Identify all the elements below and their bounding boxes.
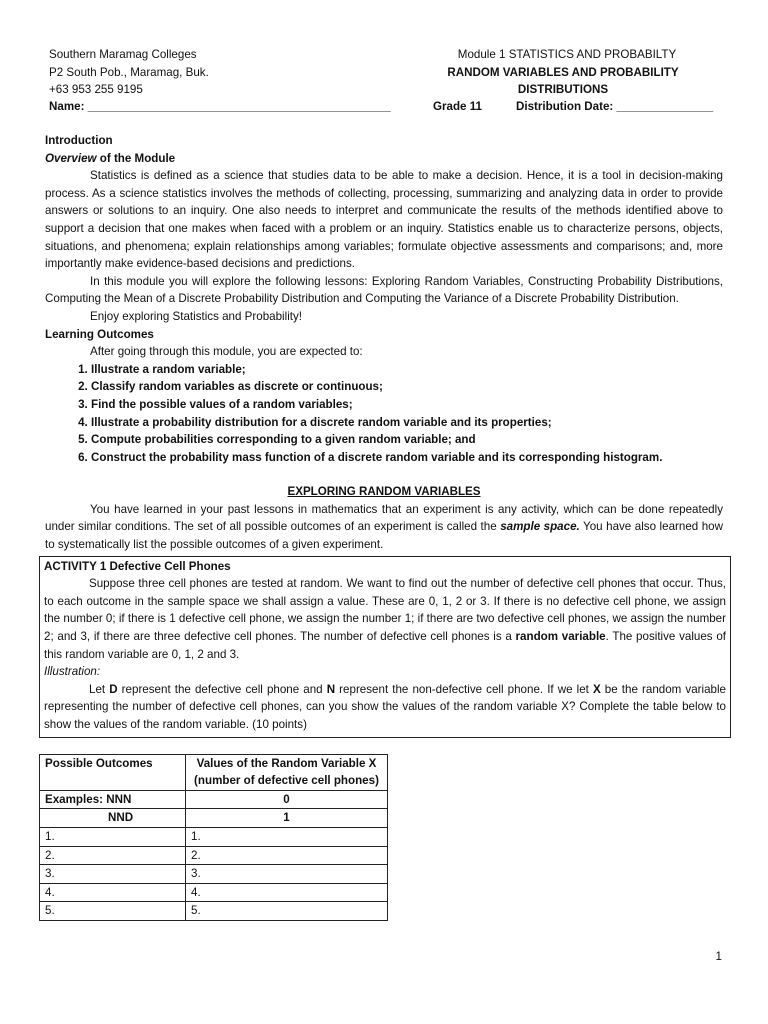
table-cell[interactable]: 0 bbox=[186, 790, 388, 809]
school-phone: +63 953 255 9195 bbox=[49, 83, 143, 97]
grade-label: Grade 11 bbox=[433, 100, 482, 113]
table-cell[interactable]: 5. bbox=[186, 902, 388, 921]
intro-paragraph-2: In this module you will explore the following lessons: Exploring Random Variables, Constructing Probability Distributions, Computing the Mean of a Discrete Probability Distribution and Computing the Variance of a Discrete Probability Distribution. bbox=[45, 274, 723, 306]
outcome-item: 4. Illustrate a probability distribution for a discrete random variable and its properties; bbox=[91, 414, 723, 432]
outcome-item: 5. Compute probabilities corresponding to a given random variable; and bbox=[91, 431, 723, 449]
header-text: Values of the Random Variable X bbox=[196, 756, 377, 770]
activity-text-a: Suppose three cell phones are tested at random. We want to find out the number of defective cell phones that occur. Thus, to each outcome in the sample space we shall assign a value. These are 0, 1, 2 or 3. If there is no defective cell phone, we assign the number 0; if there is 1 defective cell phone, we assign the number 1; if there are two defective cell phones, we assign the number 2; and 3, if there are three defective cell phones. The number of defective cell phones is a bbox=[44, 577, 726, 644]
module-title: Module 1 STATISTICS AND PROBABILTY bbox=[457, 48, 677, 61]
outcome-item: 2. Classify random variables as discrete or continuous; bbox=[91, 378, 723, 396]
table-header-outcomes bbox=[40, 754, 186, 790]
table-row bbox=[40, 790, 388, 809]
symbol-d: D bbox=[109, 682, 118, 696]
table-row bbox=[40, 865, 388, 884]
table-row bbox=[40, 809, 388, 828]
module-subtitle: RANDOM VARIABLES AND PROBABILITY DISTRIBUTIONS bbox=[447, 65, 679, 97]
outcomes-lead: After going through this module, you are expected to: bbox=[90, 345, 363, 359]
table-row bbox=[40, 902, 388, 921]
activity-text-2c: represent the non-defective cell phone. If we let bbox=[335, 682, 593, 696]
activity-text-c: . The positive values of this random variable are 0, 1, 2 and 3. bbox=[44, 630, 726, 661]
outcome-item: 6. Construct the probability mass function of a discrete random variable and its corresponding histogram. bbox=[91, 449, 723, 467]
table-cell[interactable]: 1 bbox=[186, 809, 388, 828]
school-info bbox=[49, 46, 209, 99]
module-info bbox=[403, 46, 723, 99]
activity-text-2b: represent the defective cell phone and bbox=[117, 682, 327, 696]
activity-paragraph-2 bbox=[44, 681, 726, 734]
table-cell[interactable]: Examples: NNN bbox=[40, 790, 186, 809]
intro-heading: Introduction bbox=[45, 134, 113, 147]
symbol-n: N bbox=[326, 682, 336, 696]
table-cell[interactable]: 1. bbox=[40, 827, 186, 846]
activity-title: ACTIVITY 1 Defective Cell Phones bbox=[44, 559, 231, 573]
table-cell[interactable]: 5. bbox=[40, 902, 186, 921]
name-line bbox=[45, 98, 723, 118]
table-row bbox=[40, 883, 388, 902]
table-cell[interactable]: 1. bbox=[186, 827, 388, 846]
outcome-item: 3. Find the possible values of a random variables; bbox=[91, 396, 723, 414]
table-cell[interactable]: 3. bbox=[186, 865, 388, 884]
header-subtext: (number of defective cell phones) bbox=[194, 774, 379, 788]
table-row bbox=[40, 846, 388, 865]
intro-paragraph-1: Statistics is defined as a science that studies data to be able to make a decision. Hence, it is a tool in decision-making process. As a science statistics involves the methods of collecting, processing, summarizing and analyzing data in order to provide answers or solutions to an inquiry. One also needs to interpret and communicate the results of the methods identified above to support a decision that one makes when faced with a problem or an inquiry. Statistics enable us to characterize persons, objects, situations, and phenomena; explain relationships among variables; formulate objective assessments and comparisons; and, more importantly make evidence-based decisions and predictions. bbox=[45, 169, 723, 271]
name-field-label: Name: _______________________________________________ bbox=[49, 100, 391, 113]
activity-text-2a: Let bbox=[89, 682, 110, 696]
outcomes-heading: Learning Outcomes bbox=[45, 327, 154, 341]
table-cell[interactable]: NND bbox=[40, 809, 186, 828]
table-cell[interactable]: 4. bbox=[40, 883, 186, 902]
symbol-x: X bbox=[592, 682, 601, 696]
exploring-text-a: You have learned in your past lessons in mathematics that an experiment is any activity, which can be done repeatedly under similar conditions. The set of all possible outcomes of an experiment is called the bbox=[45, 502, 723, 534]
table-cell[interactable]: 2. bbox=[186, 846, 388, 865]
outcomes-table bbox=[39, 754, 388, 921]
intro-paragraph-3: Enjoy exploring Statistics and Probability! bbox=[90, 309, 303, 323]
sample-space-term: sample space. bbox=[500, 520, 580, 534]
school-name: Southern Maramag Colleges bbox=[49, 48, 197, 61]
table-row bbox=[40, 827, 388, 846]
exploring-text-b: You have also learned how to systematically list the possible outcomes of a given experiment. bbox=[45, 520, 723, 552]
activity-text-2d: be the random variable representing the number of defective cell phones, can you show the values of the random variable X? Complete the table below to show the values of the random variable. (10 points) bbox=[44, 682, 727, 731]
illustration-label: Illustration: bbox=[44, 665, 101, 679]
outcomes-list bbox=[45, 361, 723, 467]
school-address: P2 South Pob., Maramag, Buk. bbox=[49, 65, 209, 79]
overview-em: Overview bbox=[45, 151, 97, 165]
exploring-paragraph bbox=[45, 501, 723, 554]
table-cell[interactable]: 2. bbox=[40, 846, 186, 865]
activity-paragraph-1 bbox=[44, 575, 726, 663]
table-cell[interactable]: 4. bbox=[186, 883, 388, 902]
random-variable-term: random variable bbox=[515, 630, 606, 644]
table-header-row bbox=[40, 754, 388, 790]
outcome-item: 1. Illustrate a random variable; bbox=[91, 361, 723, 379]
header-text: Possible Outcomes bbox=[45, 756, 153, 770]
table-cell[interactable]: 3. bbox=[40, 865, 186, 884]
activity-box bbox=[39, 556, 731, 738]
overview-rest: of the Module bbox=[96, 151, 176, 165]
distribution-date-label: Distribution Date: _______________ bbox=[516, 100, 714, 113]
page-number: 1 bbox=[715, 950, 722, 964]
table-header-values bbox=[186, 754, 388, 790]
document-page bbox=[44, 46, 727, 921]
exploring-heading: EXPLORING RANDOM VARIABLES bbox=[287, 485, 481, 499]
overview-heading bbox=[45, 150, 723, 168]
